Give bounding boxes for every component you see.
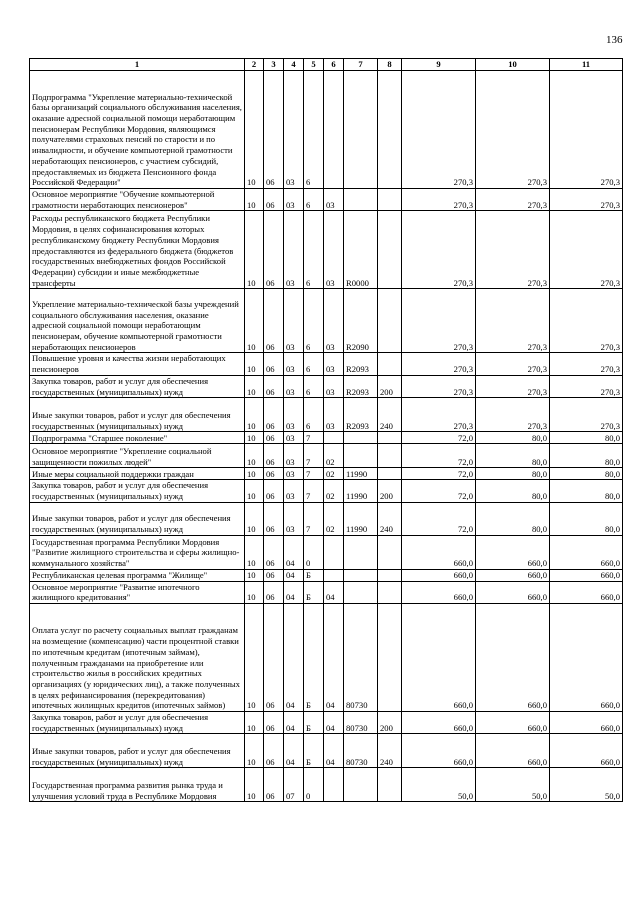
event-cell: 02	[324, 502, 344, 535]
event-cell: 02	[324, 480, 344, 502]
column-header-6: 6	[324, 59, 344, 71]
section-cell: 10	[245, 502, 264, 535]
amount-2019-cell: 270,3	[402, 289, 476, 353]
amount-2020-cell: 270,3	[476, 211, 550, 289]
event-cell: 03	[324, 375, 344, 397]
event-cell	[324, 768, 344, 802]
program-cell: 03	[284, 189, 304, 211]
amount-2021-cell: 80,0	[550, 432, 623, 444]
amount-2020-cell: 270,3	[476, 189, 550, 211]
subsection-cell: 06	[264, 604, 284, 712]
name-cell: Оплата услуг по расчету социальных выплат гражданам на возмещение (компенсацию) части процентной ставки по ипотечным кредитам (ипотечным займам), полученным гражданами на приобретение или строительство жилья в российских кредитных организациях (у юридических лиц), а также полученных в целях рефинансирования (перекредитования) ипотечных жилищных кредитов (ипотечных займов)	[30, 604, 245, 712]
subsection-cell: 06	[264, 211, 284, 289]
amount-2019-cell: 270,3	[402, 353, 476, 375]
subsection-cell: 06	[264, 71, 284, 189]
program-cell: 03	[284, 480, 304, 502]
direction-cell	[344, 768, 378, 802]
name-cell: Закупка товаров, работ и услуг для обеспечения государственных (муниципальных) нужд	[30, 712, 245, 734]
table-row	[30, 569, 623, 581]
amount-2019-cell: 72,0	[402, 444, 476, 468]
amount-2020-cell: 80,0	[476, 502, 550, 535]
name-cell: Подпрограмма "Старшее поколение"	[30, 432, 245, 444]
table-body	[30, 71, 623, 802]
program-cell: 04	[284, 535, 304, 569]
direction-cell: R2090	[344, 289, 378, 353]
subprogram-cell: 7	[304, 432, 324, 444]
section-cell: 10	[245, 604, 264, 712]
table-row	[30, 535, 623, 569]
event-cell	[324, 71, 344, 189]
expense-type-cell: 200	[378, 712, 402, 734]
amount-2020-cell: 270,3	[476, 71, 550, 189]
subprogram-cell: 7	[304, 502, 324, 535]
expense-type-cell	[378, 211, 402, 289]
column-header-10: 10	[476, 59, 550, 71]
event-cell: 02	[324, 444, 344, 468]
expense-type-cell: 240	[378, 398, 402, 432]
event-cell: 02	[324, 468, 344, 480]
table-row	[30, 353, 623, 375]
table-row	[30, 604, 623, 712]
subprogram-cell: 6	[304, 189, 324, 211]
table-row	[30, 734, 623, 768]
column-header-7: 7	[344, 59, 378, 71]
amount-2020-cell: 660,0	[476, 581, 550, 603]
direction-cell	[344, 581, 378, 603]
name-cell: Основное мероприятие "Обучение компьютерной грамотности неработающих пенсионеров"	[30, 189, 245, 211]
amount-2019-cell: 72,0	[402, 432, 476, 444]
direction-cell	[344, 189, 378, 211]
section-cell: 10	[245, 480, 264, 502]
program-cell: 03	[284, 502, 304, 535]
name-cell: Иные закупки товаров, работ и услуг для обеспечения государственных (муниципальных) нужд	[30, 398, 245, 432]
name-cell: Повышение уровня и качества жизни неработающих пенсионеров	[30, 353, 245, 375]
expense-type-cell: 240	[378, 502, 402, 535]
table-header-row	[30, 59, 623, 71]
expense-type-cell: 200	[378, 480, 402, 502]
expense-type-cell	[378, 768, 402, 802]
section-cell: 10	[245, 535, 264, 569]
event-cell: 03	[324, 353, 344, 375]
direction-cell: 80730	[344, 712, 378, 734]
column-header-2: 2	[245, 59, 264, 71]
name-cell: Иные закупки товаров, работ и услуг для обеспечения государственных (муниципальных) нужд	[30, 502, 245, 535]
section-cell: 10	[245, 211, 264, 289]
table-row	[30, 444, 623, 468]
table-row	[30, 502, 623, 535]
column-header-8: 8	[378, 59, 402, 71]
table-row	[30, 71, 623, 189]
subsection-cell: 06	[264, 468, 284, 480]
direction-cell: R2093	[344, 353, 378, 375]
expense-type-cell	[378, 353, 402, 375]
program-cell: 04	[284, 569, 304, 581]
amount-2019-cell: 50,0	[402, 768, 476, 802]
event-cell: 03	[324, 211, 344, 289]
section-cell: 10	[245, 71, 264, 189]
section-cell: 10	[245, 581, 264, 603]
section-cell: 10	[245, 289, 264, 353]
amount-2020-cell: 270,3	[476, 353, 550, 375]
amount-2019-cell: 270,3	[402, 189, 476, 211]
page-number: 136	[606, 34, 623, 46]
subprogram-cell: Б	[304, 569, 324, 581]
subsection-cell: 06	[264, 734, 284, 768]
program-cell: 07	[284, 768, 304, 802]
column-header-3: 3	[264, 59, 284, 71]
expense-type-cell: 200	[378, 375, 402, 397]
amount-2019-cell: 72,0	[402, 480, 476, 502]
expense-type-cell	[378, 569, 402, 581]
section-cell: 10	[245, 712, 264, 734]
name-cell: Основное мероприятие "Развитие ипотечного жилищного кредитования"	[30, 581, 245, 603]
name-cell: Иные закупки товаров, работ и услуг для обеспечения государственных (муниципальных) нужд	[30, 734, 245, 768]
table-row	[30, 480, 623, 502]
event-cell: 04	[324, 581, 344, 603]
program-cell: 03	[284, 353, 304, 375]
program-cell: 03	[284, 375, 304, 397]
subprogram-cell: 7	[304, 444, 324, 468]
table-row	[30, 289, 623, 353]
program-cell: 03	[284, 289, 304, 353]
amount-2019-cell: 270,3	[402, 375, 476, 397]
section-cell: 10	[245, 375, 264, 397]
name-cell: Подпрограмма "Укрепление материально-технической базы организаций социального обслуживания населения, оказание адресной социальной помощи неработающим пенсионерам Республики Мордовия, являющимся получателями страховых пенсий по старости и по инвалидности, и обучение компьютерной грамотности неработающих пенсионеров, с участием субсидий, предоставляемых из бюджета Пенсионного фонда Российской Федерации"	[30, 71, 245, 189]
direction-cell	[344, 444, 378, 468]
amount-2021-cell: 50,0	[550, 768, 623, 802]
subprogram-cell: 0	[304, 535, 324, 569]
amount-2019-cell: 270,3	[402, 398, 476, 432]
amount-2020-cell: 660,0	[476, 604, 550, 712]
amount-2019-cell: 270,3	[402, 211, 476, 289]
amount-2019-cell: 270,3	[402, 71, 476, 189]
table-row	[30, 768, 623, 802]
table-row	[30, 189, 623, 211]
name-cell: Закупка товаров, работ и услуг для обеспечения государственных (муниципальных) нужд	[30, 375, 245, 397]
subsection-cell: 06	[264, 444, 284, 468]
amount-2020-cell: 660,0	[476, 712, 550, 734]
subsection-cell: 06	[264, 432, 284, 444]
budget-table	[29, 58, 623, 802]
expense-type-cell	[378, 289, 402, 353]
subsection-cell: 06	[264, 398, 284, 432]
amount-2021-cell: 80,0	[550, 444, 623, 468]
program-cell: 03	[284, 432, 304, 444]
section-cell: 10	[245, 468, 264, 480]
amount-2020-cell: 660,0	[476, 734, 550, 768]
amount-2020-cell: 50,0	[476, 768, 550, 802]
program-cell: 03	[284, 211, 304, 289]
expense-type-cell	[378, 432, 402, 444]
subprogram-cell: Б	[304, 581, 324, 603]
direction-cell	[344, 432, 378, 444]
amount-2019-cell: 660,0	[402, 604, 476, 712]
amount-2021-cell: 660,0	[550, 712, 623, 734]
amount-2020-cell: 80,0	[476, 468, 550, 480]
amount-2021-cell: 660,0	[550, 569, 623, 581]
section-cell: 10	[245, 353, 264, 375]
amount-2021-cell: 660,0	[550, 604, 623, 712]
amount-2020-cell: 270,3	[476, 398, 550, 432]
subprogram-cell: 6	[304, 289, 324, 353]
amount-2021-cell: 660,0	[550, 581, 623, 603]
table-row	[30, 211, 623, 289]
amount-2021-cell: 270,3	[550, 398, 623, 432]
subsection-cell: 06	[264, 712, 284, 734]
direction-cell	[344, 535, 378, 569]
column-header-4: 4	[284, 59, 304, 71]
amount-2020-cell: 660,0	[476, 569, 550, 581]
amount-2020-cell: 270,3	[476, 375, 550, 397]
column-header-11: 11	[550, 59, 623, 71]
subprogram-cell: Б	[304, 604, 324, 712]
column-header-1: 1	[30, 59, 245, 71]
column-header-9: 9	[402, 59, 476, 71]
program-cell: 04	[284, 604, 304, 712]
section-cell: 10	[245, 734, 264, 768]
name-cell: Основное мероприятие "Укрепление социальной защищенности пожилых людей"	[30, 444, 245, 468]
event-cell: 04	[324, 734, 344, 768]
amount-2021-cell: 270,3	[550, 353, 623, 375]
subsection-cell: 06	[264, 569, 284, 581]
name-cell: Государственная программа Республики Мордовия "Развитие жилищного строительства и сферы жилищно-коммунального хозяйства"	[30, 535, 245, 569]
expense-type-cell	[378, 581, 402, 603]
name-cell: Закупка товаров, работ и услуг для обеспечения государственных (муниципальных) нужд	[30, 480, 245, 502]
section-cell: 10	[245, 768, 264, 802]
subsection-cell: 06	[264, 289, 284, 353]
table-row	[30, 712, 623, 734]
amount-2020-cell: 80,0	[476, 444, 550, 468]
amount-2019-cell: 660,0	[402, 581, 476, 603]
table-row	[30, 375, 623, 397]
event-cell	[324, 535, 344, 569]
subsection-cell: 06	[264, 353, 284, 375]
name-cell: Государственная программа развития рынка труда и улучшения условий труда в Республике Мордовия	[30, 768, 245, 802]
amount-2021-cell: 660,0	[550, 734, 623, 768]
name-cell: Расходы республиканского бюджета Республики Мордовия, в целях софинансирования которых республиканскому бюджету Республики Мордовия предоставляются из федерального бюджета (бюджетов государственных внебюджетных фондов Российской Федерации) субсидии и иные межбюджетные трансферты	[30, 211, 245, 289]
program-cell: 03	[284, 468, 304, 480]
event-cell: 03	[324, 398, 344, 432]
program-cell: 03	[284, 71, 304, 189]
program-cell: 03	[284, 444, 304, 468]
subsection-cell: 06	[264, 768, 284, 802]
amount-2019-cell: 72,0	[402, 502, 476, 535]
expense-type-cell	[378, 468, 402, 480]
amount-2019-cell: 660,0	[402, 712, 476, 734]
direction-cell: 80730	[344, 734, 378, 768]
amount-2021-cell: 80,0	[550, 468, 623, 480]
table-row	[30, 468, 623, 480]
direction-cell	[344, 569, 378, 581]
amount-2021-cell: 660,0	[550, 535, 623, 569]
program-cell: 04	[284, 712, 304, 734]
subsection-cell: 06	[264, 581, 284, 603]
expense-type-cell	[378, 604, 402, 712]
direction-cell: 11990	[344, 480, 378, 502]
expense-type-cell: 240	[378, 734, 402, 768]
expense-type-cell	[378, 535, 402, 569]
program-cell: 04	[284, 734, 304, 768]
amount-2021-cell: 270,3	[550, 211, 623, 289]
amount-2020-cell: 270,3	[476, 289, 550, 353]
event-cell: 04	[324, 712, 344, 734]
direction-cell: R0000	[344, 211, 378, 289]
name-cell: Укрепление материально-технической базы учреждений социального обслуживания населения, оказание адресной социальной помощи неработающим пенсионерам, обучение компьютерной грамотности неработающих пенсионеров	[30, 289, 245, 353]
subsection-cell: 06	[264, 535, 284, 569]
amount-2019-cell: 72,0	[402, 468, 476, 480]
amount-2021-cell: 270,3	[550, 189, 623, 211]
event-cell: 03	[324, 289, 344, 353]
direction-cell: 80730	[344, 604, 378, 712]
expense-type-cell	[378, 71, 402, 189]
table-row	[30, 398, 623, 432]
amount-2021-cell: 270,3	[550, 289, 623, 353]
direction-cell: 11990	[344, 468, 378, 480]
direction-cell	[344, 71, 378, 189]
subprogram-cell: 6	[304, 71, 324, 189]
amount-2021-cell: 270,3	[550, 71, 623, 189]
expense-type-cell	[378, 189, 402, 211]
event-cell: 04	[324, 604, 344, 712]
subprogram-cell: 6	[304, 375, 324, 397]
subprogram-cell: 6	[304, 398, 324, 432]
subprogram-cell: 6	[304, 353, 324, 375]
amount-2019-cell: 660,0	[402, 734, 476, 768]
column-header-5: 5	[304, 59, 324, 71]
amount-2021-cell: 80,0	[550, 480, 623, 502]
subsection-cell: 06	[264, 502, 284, 535]
direction-cell: 11990	[344, 502, 378, 535]
subprogram-cell: 7	[304, 480, 324, 502]
direction-cell: R2093	[344, 375, 378, 397]
subprogram-cell: 0	[304, 768, 324, 802]
subprogram-cell: 7	[304, 468, 324, 480]
amount-2019-cell: 660,0	[402, 569, 476, 581]
amount-2021-cell: 80,0	[550, 502, 623, 535]
direction-cell: R2093	[344, 398, 378, 432]
subprogram-cell: Б	[304, 734, 324, 768]
section-cell: 10	[245, 444, 264, 468]
subsection-cell: 06	[264, 189, 284, 211]
subsection-cell: 06	[264, 375, 284, 397]
name-cell: Иные меры социальной поддержки граждан	[30, 468, 245, 480]
amount-2019-cell: 660,0	[402, 535, 476, 569]
amount-2020-cell: 660,0	[476, 535, 550, 569]
program-cell: 03	[284, 398, 304, 432]
event-cell	[324, 569, 344, 581]
program-cell: 04	[284, 581, 304, 603]
name-cell: Республиканская целевая программа "Жилище"	[30, 569, 245, 581]
subprogram-cell: Б	[304, 712, 324, 734]
subprogram-cell: 6	[304, 211, 324, 289]
section-cell: 10	[245, 398, 264, 432]
section-cell: 10	[245, 189, 264, 211]
table-row	[30, 581, 623, 603]
amount-2021-cell: 270,3	[550, 375, 623, 397]
section-cell: 10	[245, 432, 264, 444]
event-cell: 03	[324, 189, 344, 211]
event-cell	[324, 432, 344, 444]
amount-2020-cell: 80,0	[476, 432, 550, 444]
table-row	[30, 432, 623, 444]
section-cell: 10	[245, 569, 264, 581]
expense-type-cell	[378, 444, 402, 468]
subsection-cell: 06	[264, 480, 284, 502]
amount-2020-cell: 80,0	[476, 480, 550, 502]
